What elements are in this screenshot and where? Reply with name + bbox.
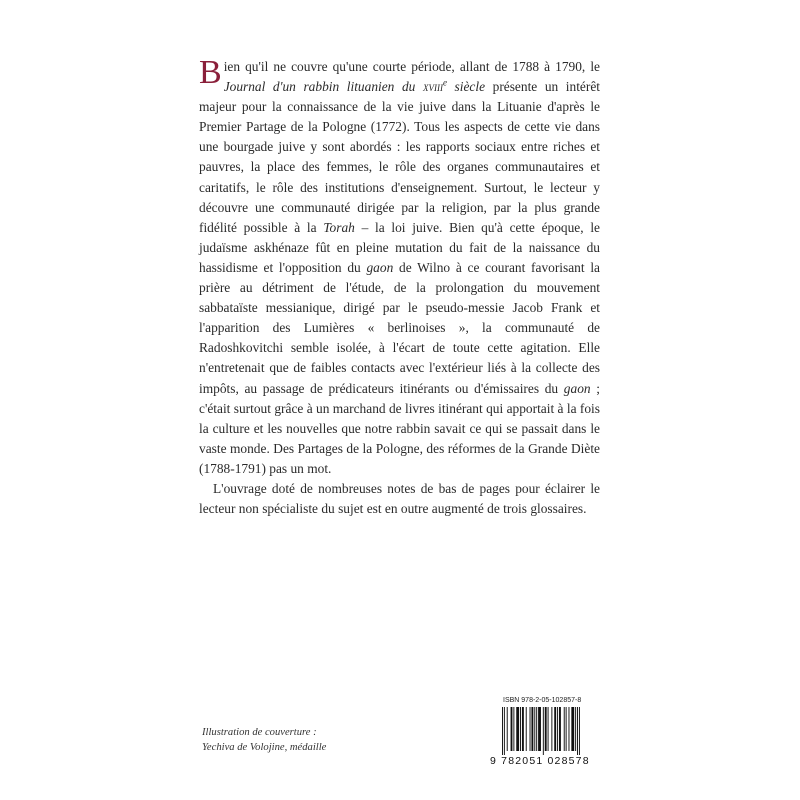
drop-cap: B — [199, 54, 222, 91]
barcode-bar — [531, 707, 533, 751]
barcode-bar — [548, 707, 549, 751]
barcode-bar — [543, 707, 544, 755]
barcode-digits: 9 782051 028578 — [490, 755, 590, 767]
text-segment: ; c'était surtout grâce à un marchand de livres itinérant qui apportait à la fois la culture et les nouvelles que notre rabbin savait ce qui se passait dans le vaste monde. Des Partages de la Pologne, des réformes de la Grande Diète (1788-1791) pas un mot. — [199, 380, 600, 476]
barcode-bar — [545, 707, 547, 751]
term-gaon: gaon — [366, 259, 394, 275]
barcode-bar — [577, 707, 578, 755]
text-segment: ien qu'il ne couvre qu'une courte période, allant de 1788 à 1790, le — [223, 59, 600, 74]
caption-line-1: Illustration de couverture : — [202, 727, 317, 738]
text-segment: présente un intérêt majeur pour la connaissance de la vie juive dans la Lituanie d'après le Premier Partage de la Pologne (1772). Tous les aspects de cette vie dans une bourgade juive y sont abordés : les rapports sociaux entre riches et pauvres, la place des femmes, le rôle des organes communautaires et caritatifs, le rôle des institutions d'enseignement. Surtout, le lecteur y découvre une communauté dirigée par la religion, par la plus grande fidélité possible à la — [199, 79, 600, 235]
barcode-bar — [536, 707, 537, 751]
blurb-text — [199, 54, 601, 519]
barcode-bar — [522, 707, 524, 751]
barcode-bar — [520, 707, 521, 751]
barcode-bar — [579, 707, 580, 755]
text-segment: de Wilno à ce courant favorisant la prière au détriment de l'étude, de la prolongation du mouvement sabbataïste messianique, dirigé par le pseudo-messie Jacob Frank et l'apparition des Lumières « berlinoises », la communauté de Radoshkovitchi semble isolée, à l'écart de toute cette agitation. Elle n'entretenait que de faibles contacts avec l'extérieur liés à la collecte des impôts, au passage de prédicateurs itinérants ou d'émissaires du — [199, 259, 601, 396]
barcode-bar — [557, 707, 558, 751]
book-title — [224, 79, 485, 94]
isbn-label: ISBN 978-2-05-102857-8 — [503, 697, 582, 704]
barcode-bar — [502, 707, 503, 755]
caption-line-2: Yechiva de Volojine, médaille — [202, 742, 327, 753]
barcode-bar — [513, 707, 514, 751]
term-gaon: gaon — [563, 380, 591, 396]
blurb-paragraph-1 — [199, 54, 601, 479]
barcode-image — [500, 707, 600, 755]
barcode-bar — [575, 707, 576, 751]
barcode-bar — [571, 707, 574, 751]
book-title-part: siècle — [446, 79, 486, 95]
century-numeral: xviii — [422, 79, 443, 95]
book-title-part: Journal d'un rabbin lituanien du — [223, 79, 423, 95]
barcode-bar — [526, 707, 527, 751]
barcode-bar — [516, 707, 519, 751]
barcode-bar — [554, 707, 556, 751]
text-segment: – la loi juive. Bien qu'à cette époque, le judaïsme askhénaze fût en pleine mutation du fait de la naissance du hassidisme et l'opposition du — [199, 219, 600, 275]
barcode-bar — [507, 707, 508, 751]
barcode-bar — [534, 707, 535, 751]
cover-illustration-caption — [202, 725, 462, 755]
barcode-bar — [566, 707, 567, 751]
blurb-paragraph-2: L'ouvrage doté de nombreuses notes de bas de pages pour éclairer le lecteur non spécialiste du sujet est en outre augmenté de trois glossaires. — [199, 480, 600, 517]
barcode-bar — [504, 707, 505, 755]
term-torah: Torah — [323, 219, 355, 235]
barcode-bar — [559, 707, 561, 751]
barcode-bar — [538, 707, 541, 751]
barcode-bar — [530, 707, 531, 751]
barcode-bar — [564, 707, 565, 751]
barcode-bar — [511, 707, 513, 751]
barcode-bar — [569, 707, 570, 751]
barcode-bar — [551, 707, 552, 751]
century-superscript: e — [442, 77, 447, 88]
